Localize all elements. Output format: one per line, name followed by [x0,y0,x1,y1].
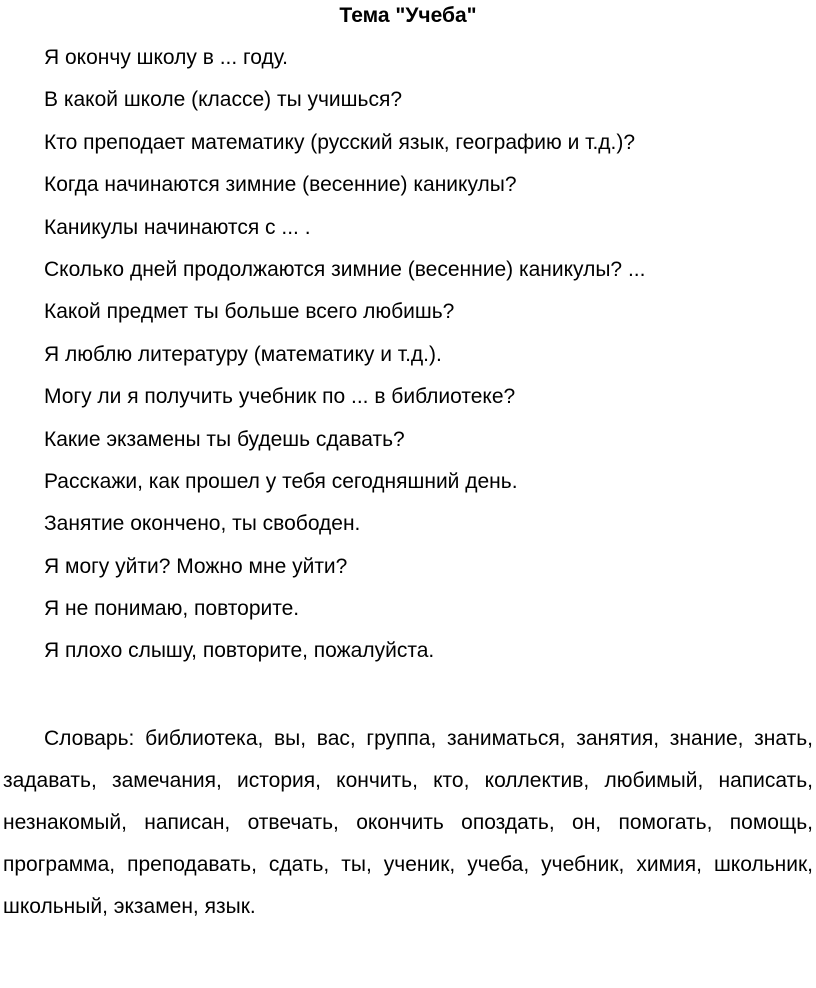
phrase-item: Когда начинаются зимние (весенние) каникулы? [44,173,517,197]
phrase-list [44,44,645,680]
phrase-item: Я могу уйти? Можно мне уйти? [44,554,348,578]
phrase-item: Каникулы начинаются с ... . [44,215,311,239]
phrase-item: В какой школе (классе) ты учишься? [44,88,403,112]
phrase-item: Кто преподает математику (русский язык, географию и т.д.)? [44,130,636,154]
phrase-item: Я не понимаю, повторите. [44,597,300,621]
page-title: Тема "Учеба" [339,4,477,27]
phrase-item: Могу ли я получить учебник по ... в библиотеке? [44,385,516,409]
vocabulary-paragraph: Словарь: библиотека, вы, вас, группа, заниматься, занятия, знание, знать, задавать, замечания, история, кончить, кто, коллектив, любимый, написать, незнакомый, написан, отвечать, окончить опоздать, он, помогать, помощь, программа, преподавать, сдать, ты, ученик, учеба, учебник, химия, школьник, школьный, экзамен, язык. [3,727,813,918]
phrase-item: Я люблю литературу (математику и т.д.). [44,342,442,366]
phrase-item: Какие экзамены ты будешь сдавать? [44,427,405,451]
phrase-item: Я окончу школу в ... году. [44,46,288,69]
phrase-item: Какой предмет ты больше всего любишь? [44,300,455,324]
phrase-item: Я плохо слышу, повторите, пожалуйста. [44,639,435,663]
phrase-item: Сколько дней продолжаются зимние (весенние) каникулы? ... [44,257,646,281]
phrase-item: Расскажи, как прошел у тебя сегодняшний день. [44,469,518,493]
phrase-item: Занятие окончено, ты свободен. [44,512,361,536]
